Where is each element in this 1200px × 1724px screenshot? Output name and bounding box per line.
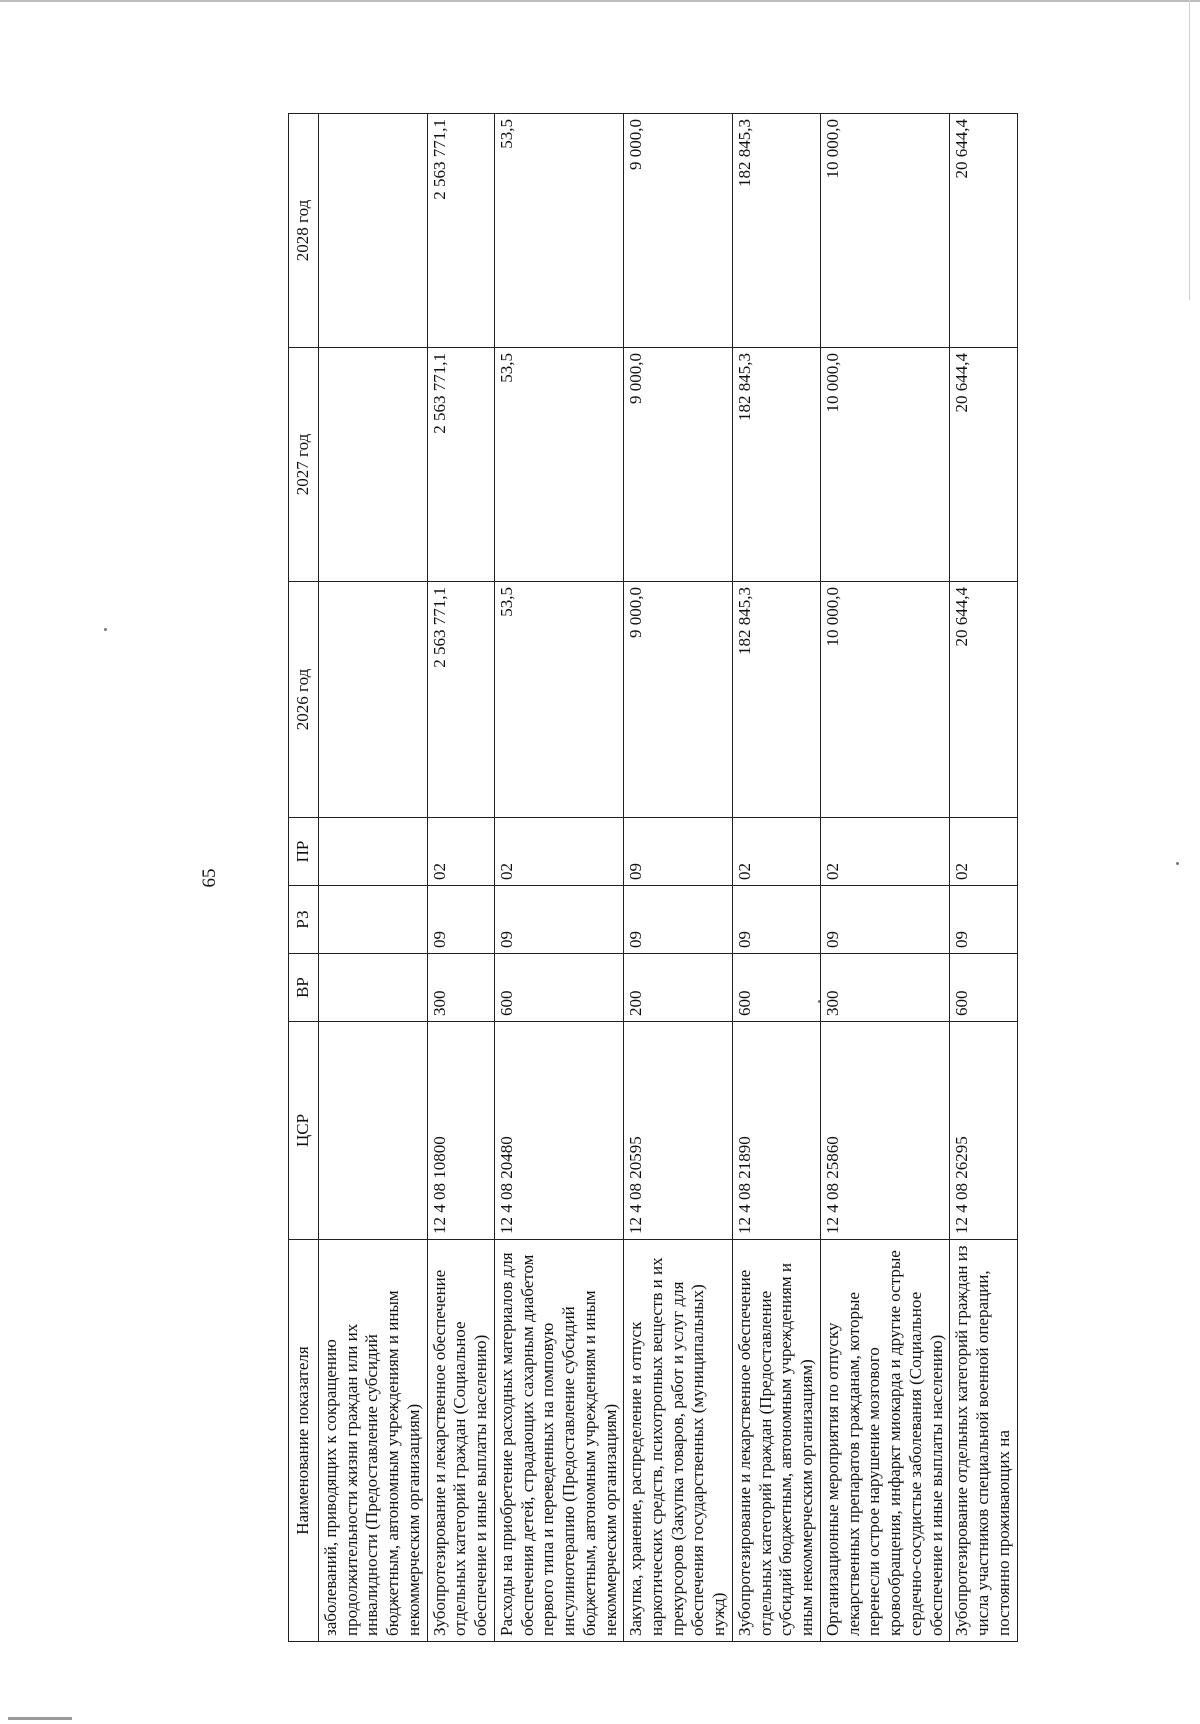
row-pr: 02 bbox=[732, 818, 820, 886]
row-rz: 09 bbox=[732, 886, 820, 954]
row-name: заболеваний, приводящих к сокращению продолжительности жизни граждан или их инвалидности (Предоставление субсидий бюджетным, автономным учреждениям и иным некоммерческим организациям) bbox=[319, 1240, 428, 1642]
table-row bbox=[950, 114, 1017, 1642]
row-csr: 12 4 08 26295 bbox=[950, 1022, 1017, 1240]
row-2028: 10 000,0 bbox=[820, 114, 949, 348]
row-csr: 12 4 08 20595 bbox=[624, 1022, 733, 1240]
table-row bbox=[820, 114, 949, 1642]
row-rz: 09 bbox=[624, 886, 733, 954]
row-name: Зубопротезирование и лекарственное обеспечение отдельных категорий граждан (Предоставление субсидий бюджетным, автономным учреждениям и иным некоммерческим организациям) bbox=[732, 1240, 820, 1642]
row-pr bbox=[319, 818, 428, 886]
row-vr: 300 bbox=[427, 954, 494, 1022]
row-2027: 10 000,0 bbox=[820, 348, 949, 582]
table-row bbox=[732, 114, 820, 1642]
row-vr bbox=[319, 954, 428, 1022]
scan-dust bbox=[104, 628, 107, 631]
row-vr: 600 bbox=[732, 954, 820, 1022]
row-2026: 53,5 bbox=[494, 582, 623, 818]
row-2026 bbox=[319, 582, 428, 818]
header-pr: ПР bbox=[289, 818, 319, 886]
row-rz: 09 bbox=[820, 886, 949, 954]
row-2028: 53,5 bbox=[494, 114, 623, 348]
header-2026: 2026 год bbox=[289, 582, 319, 818]
row-vr: 300 bbox=[820, 954, 949, 1022]
row-pr: 02 bbox=[820, 818, 949, 886]
header-vr: ВР bbox=[289, 954, 319, 1022]
table-row bbox=[624, 114, 733, 1642]
row-pr: 02 bbox=[950, 818, 1017, 886]
row-2026: 9 000,0 bbox=[624, 582, 733, 818]
row-2026: 10 000,0 bbox=[820, 582, 949, 818]
row-2027: 182 845,3 bbox=[732, 348, 820, 582]
row-2026: 182 845,3 bbox=[732, 582, 820, 818]
budget-table bbox=[288, 113, 1018, 1642]
row-2027: 53,5 bbox=[494, 348, 623, 582]
row-csr: 12 4 08 25860 bbox=[820, 1022, 949, 1240]
header-name: Наименование показателя bbox=[289, 1240, 319, 1642]
row-rz bbox=[319, 886, 428, 954]
row-rz: 09 bbox=[950, 886, 1017, 954]
row-vr: 600 bbox=[494, 954, 623, 1022]
table-row bbox=[494, 114, 623, 1642]
row-csr: 12 4 08 10800 bbox=[427, 1022, 494, 1240]
rotated-page bbox=[180, 106, 1200, 1650]
row-2028: 2 563 771,1 bbox=[427, 114, 494, 348]
row-csr: 12 4 08 20480 bbox=[494, 1022, 623, 1240]
row-vr: 200 bbox=[624, 954, 733, 1022]
row-name: Закупка, хранение, распределение и отпуск наркотических средств, психотропных веществ и их прекурсоров (Закупка товаров, работ и услуг для обеспечения государственных (муниципальных) нужд) bbox=[624, 1240, 733, 1642]
row-2028 bbox=[319, 114, 428, 348]
row-name: Зубопротезирование отдельных категорий граждан из числа участников специальной военной операции, постоянно проживающих на bbox=[950, 1240, 1017, 1642]
header-2027: 2027 год bbox=[289, 348, 319, 582]
table-row bbox=[427, 114, 494, 1642]
row-2028: 20 644,4 bbox=[950, 114, 1017, 348]
row-rz: 09 bbox=[494, 886, 623, 954]
row-csr: 12 4 08 21890 bbox=[732, 1022, 820, 1240]
row-vr: 600 bbox=[950, 954, 1017, 1022]
row-name: Зубопротезирование и лекарственное обеспечение отдельных категорий граждан (Социальное обеспечение и иные выплаты населению) bbox=[427, 1240, 494, 1642]
table-header-row bbox=[289, 114, 319, 1642]
row-pr: 09 bbox=[624, 818, 733, 886]
header-csr: ЦСР bbox=[289, 1022, 319, 1240]
row-2026: 20 644,4 bbox=[950, 582, 1017, 818]
row-pr: 02 bbox=[494, 818, 623, 886]
header-rz: РЗ bbox=[289, 886, 319, 954]
scan-edge-top bbox=[0, 0, 1200, 2]
row-pr: 02 bbox=[427, 818, 494, 886]
table-row bbox=[319, 114, 428, 1642]
row-2027: 20 644,4 bbox=[950, 348, 1017, 582]
row-name: Организационные мероприятия по отпуску лекарственных препаратов гражданам, которые перенесли острое нарушение мозгового кровообращения, инфаркт миокарда и другие острые сердечно-сосудистые заболевания (Социальное обеспечение и иные выплаты населению) bbox=[820, 1240, 949, 1642]
row-name: Расходы на приобретение расходных материалов для обеспечения детей, страдающих сахарным диабетом первого типа и переведенных на помповую инсулинотерапию (Предоставление субсидий бюджетным, автономным учреждениям и иным некоммерческим организациям) bbox=[494, 1240, 623, 1642]
row-2026: 2 563 771,1 bbox=[427, 582, 494, 818]
row-2027 bbox=[319, 348, 428, 582]
row-2028: 9 000,0 bbox=[624, 114, 733, 348]
row-csr bbox=[319, 1022, 428, 1240]
row-2027: 2 563 771,1 bbox=[427, 348, 494, 582]
row-rz: 09 bbox=[427, 886, 494, 954]
scan-mark bbox=[8, 1717, 72, 1720]
row-2028: 182 845,3 bbox=[732, 114, 820, 348]
page-number: 65 bbox=[199, 868, 220, 888]
row-2027: 9 000,0 bbox=[624, 348, 733, 582]
header-2028: 2028 год bbox=[289, 114, 319, 348]
